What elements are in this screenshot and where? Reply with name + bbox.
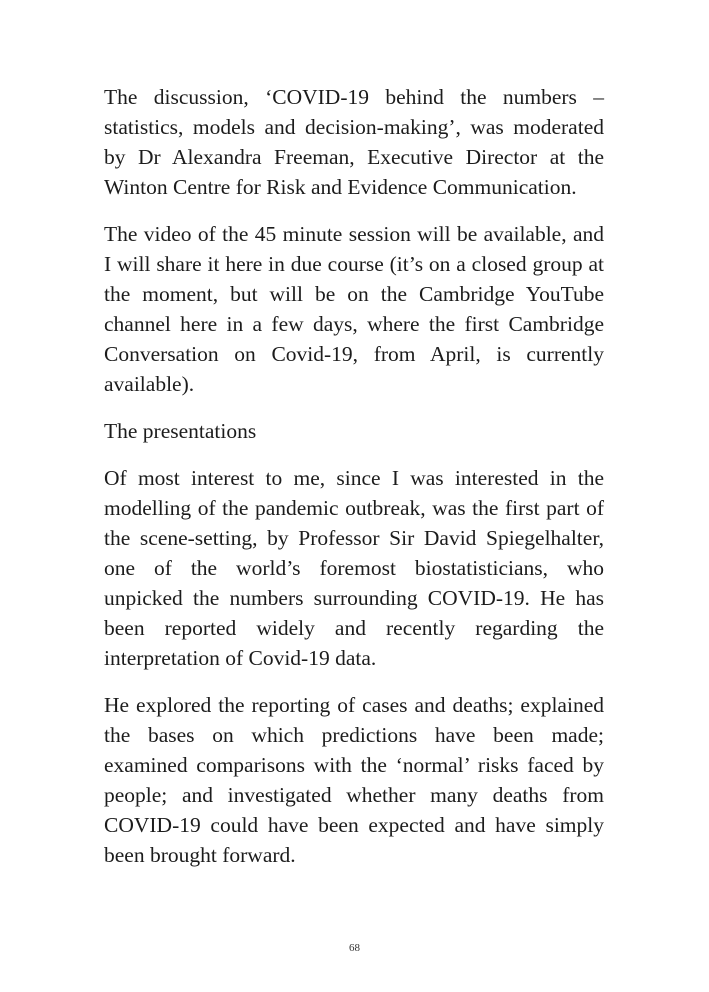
paragraph-video-availability: The video of the 45 minute session will be available, and I will share it here in due course (it’s on a closed group at the moment, but will be on the Cambridge YouTube channel here in a few days, where the first Cambridge Conversation on Covid-19, from April, is currently available). [104, 222, 604, 396]
paragraph-discussion-intro: The discussion, ‘COVID-19 behind the numbers – statistics, models and decision-making’, was moderated by Dr Alexandra Freeman, Executive Director at the Winton Centre for Risk and Evidence Communication. [104, 85, 604, 199]
paragraph-explored-reporting: He explored the reporting of cases and deaths; explained the bases on which predictions have been made; examined comparisons with the ‘normal’ risks faced by people; and investigated whether many deaths from COVID-19 could have been expected and have simply been brought forward. [104, 693, 604, 867]
page-number: 68 [349, 942, 360, 954]
body-text [104, 82, 604, 887]
paragraph-spiegelhalter: Of most interest to me, since I was interested in the modelling of the pandemic outbreak, was the first part of the scene-setting, by Professor Sir David Spiegelhalter, one of the world’s foremost biostatisticians, who unpicked the numbers surrounding COVID-19. He has been reported widely and recently regarding the interpretation of Covid-19 data. [104, 466, 604, 670]
section-heading-presentations: The presentations [104, 419, 257, 443]
